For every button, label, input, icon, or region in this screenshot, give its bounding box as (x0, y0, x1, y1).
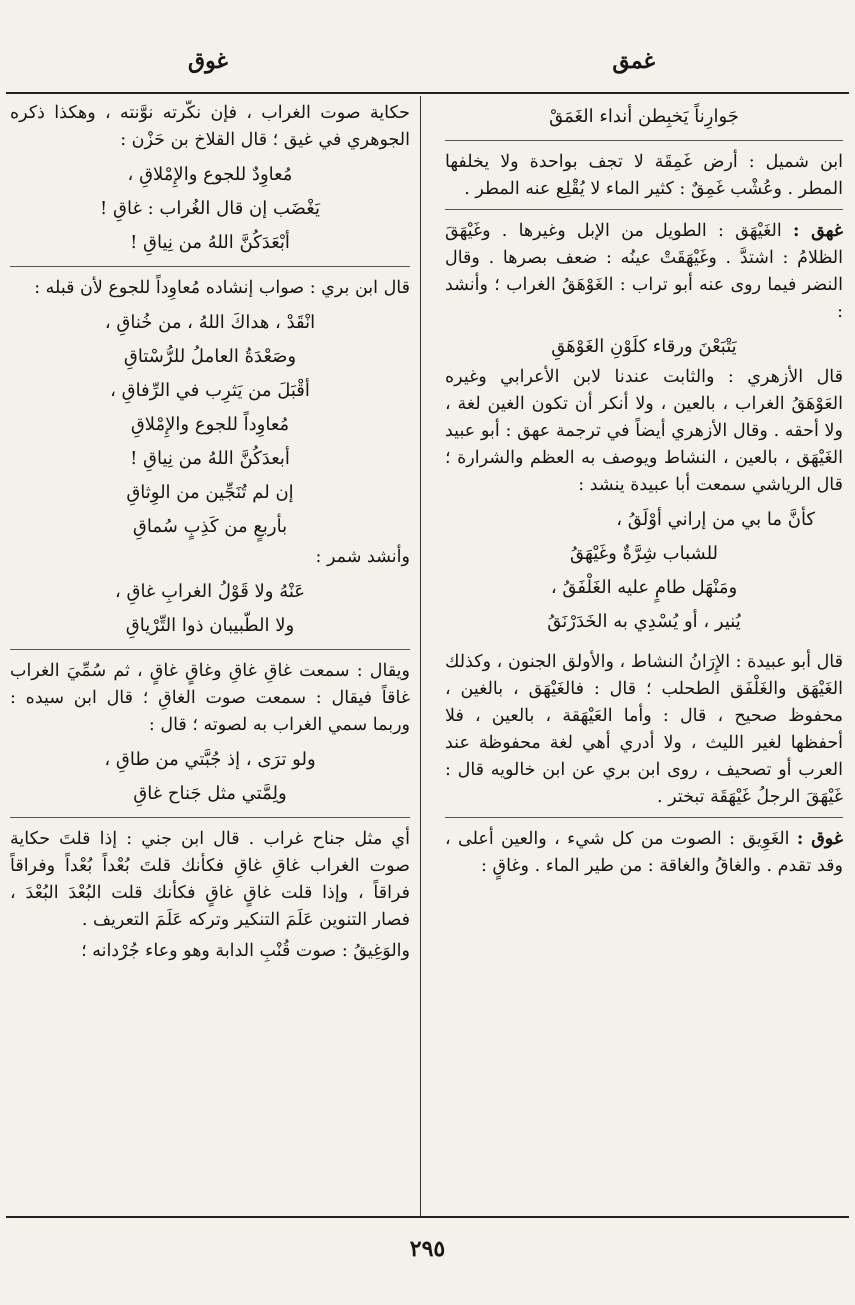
verse-line: انْقَدْ ، هداكَ اللهُ ، من خُناقِ ، (104, 312, 316, 333)
section-separator (10, 649, 410, 650)
left-column (10, 100, 410, 1212)
spacer (445, 639, 843, 649)
paragraph-text: الغَوِيق : الصوت من كل شيء ، والعين أعلى ، وقد تقدم . والغاقُ والغاقة : من طير الماء . وغاقٍ : (445, 829, 843, 876)
verse-line: عَنْهُ ولا قَوْلُ الغرابِ غاقِ ، (114, 581, 306, 602)
verse-line: مُعاوِداً للجوع والإِمْلاقِ (130, 414, 290, 435)
entry-headword: غهق : (792, 221, 843, 241)
verse-line: أبْعَدَكُنَّ اللهُ من نِياقِ ! (130, 232, 290, 253)
verse-line: للشباب شِرَّةٌ وغَيْهَقُ (569, 543, 719, 564)
paragraph (445, 826, 843, 880)
paragraph: والوَغِيقُ : صوت قُنْبِ الدابة وهو وعاء جُرْدانه ؛ (81, 941, 410, 961)
paragraph: ويقال : سمعت غاقِ غاقِ وغاقٍ غاقٍ ، ثم سُمِّيَ الغراب غاقاً فيقال : سمعت صوت الغاقِ ؛ قال ابن سيده : وربما سمي الغراب به لصوته ؛ قال : (10, 661, 410, 735)
top-rule (6, 92, 849, 94)
column-divider (420, 96, 421, 1216)
verse-line: وصَعْدَةُ العاملُ للرُّسْتاقِ (123, 346, 297, 367)
paragraph-text: الغَيْهَق : الطويل من الإبل وغيرها . وغَيْهَقَ الظلامُ : اشتدَّ . وغَيْهَقَتْ عينُه : ضعف بصرها . وقال النضر فيما روى عنه أبو تراب : الغَوْهَقُ الغراب ؛ وأنشد : (445, 221, 843, 322)
section-separator (10, 817, 410, 818)
paragraph: قال ابن بري : صواب إنشاده مُعاوِداً للجوع لأن قبله : (34, 278, 410, 298)
bottom-rule (6, 1216, 849, 1218)
paragraph: قال أبو عبيدة : الإِرَانُ النشاط ، والأولق الجنون ، وكذلك الغَيْهَق والغَلْفَق الطحلب ؛ قال : فالغَيْهَق ، بالغين ، محفوظ صحيح ، قال : وأما العَيْهَقة ، بالعين ، فلا أحفظها لغير الليث ، ولا أدري أهي لغة محفوظة عند العرب أو تصحيف ، روى ابن بري عن ابن خالويه قال : غَيْهَقَ الرجلُ غَيْهَقَة تبختر . (445, 652, 843, 807)
verse-line: يَتْبَعْنَ ورقاء كلَوْنِ الغَوْهَقِ (551, 336, 737, 357)
verse-line: جَوارِناً يَخبِطن أنداء الغَمَقْ (549, 106, 739, 127)
verse-line: أبعدَكُنَّ اللهُ من نِياقِ ! (130, 448, 290, 469)
header-left-word: غوق (188, 48, 228, 74)
verse-line: ولا الطّبيبان ذوا التِّرْياقِ (125, 615, 295, 636)
right-column (445, 100, 843, 1212)
paragraph: حكاية صوت الغراب ، فإن نكَّرته نوَّنته ، وهكذا ذكره الجوهري في غيق ؛ قال القلاخ بن حَزْن : (10, 103, 410, 150)
verse-line: أقْبَلَ من يَثرِب في الرِّفاقِ ، (110, 380, 310, 401)
paragraph: قال الأزهري : والثابت عندنا لابن الأعرابي وغيره العَوْهَقُ الغراب ، بالعين ، ولا أنكر أن تكون الغين لغة ، ولا أحقه . وقال الأزهري أيضاً في ترجمة عهق : أبو عبيد الغَيْهَق ، بالعين ، النشاط ويوصف به العظم والشرارة ؛ قال الرياشي سمعت أبا عبيدة ينشد : (445, 367, 843, 495)
verse-line: يَغْضَب إن قال الغُراب : غاقِ ! (100, 198, 320, 219)
verse-line: يُنير ، أو يُسْدِي به الخَدَرْنَقُ (547, 611, 741, 632)
paragraph: وأنشد شمر : (315, 547, 410, 567)
verse-line: ولو ترَى ، إذ جُبَّتي من طاقِ ، (104, 749, 316, 770)
section-separator (445, 140, 843, 141)
section-separator (445, 209, 843, 210)
header-right-word: غمق (612, 48, 655, 74)
verse-line: بأربعٍ من كَذِبٍ سُماقِ (132, 516, 288, 537)
verse-line: إن لم تُنَجِّين من الوِثاقِ (126, 482, 294, 503)
entry-headword: غوق : (796, 829, 843, 849)
verse-line: مُعاوِدٌ للجوع والإِمْلاقِ ، (127, 164, 293, 185)
page-number: ٢٩٥ (409, 1236, 446, 1262)
verse-line: ومَنْهَل طامٍ عليه الغَلْفَقُ ، (550, 577, 738, 598)
section-separator (10, 266, 410, 267)
verse-line: ولِمَّتي مثل جَناح غاقِ (133, 783, 287, 804)
paragraph: ابن شميل : أرض غَمِقَة لا تجف بواحدة ولا يخلفها المطر . وعُشْب غَمِقٌ : كثير الماء لا يُقْلِع عنه المطر . (445, 152, 843, 199)
verse-line: كأنَّ ما بي من إراني أوْلَقُ ، (616, 509, 815, 530)
section-separator (445, 817, 843, 818)
paragraph (445, 218, 843, 326)
paragraph: أي مثل جناح غراب . قال ابن جني : إذا قلتَ حكاية صوت الغراب غاقِ غاقِ فكأنك قلتَ بُعْداً بُعْداً وفراقاً فراقاً ، وإذا قلت غاقٍ غاقٍ فكأنك قلت البُعْدَ البُعْدَ ، فصار التنوين عَلَمَ التنكير وتركه عَلَمَ التعريف . (10, 829, 410, 930)
